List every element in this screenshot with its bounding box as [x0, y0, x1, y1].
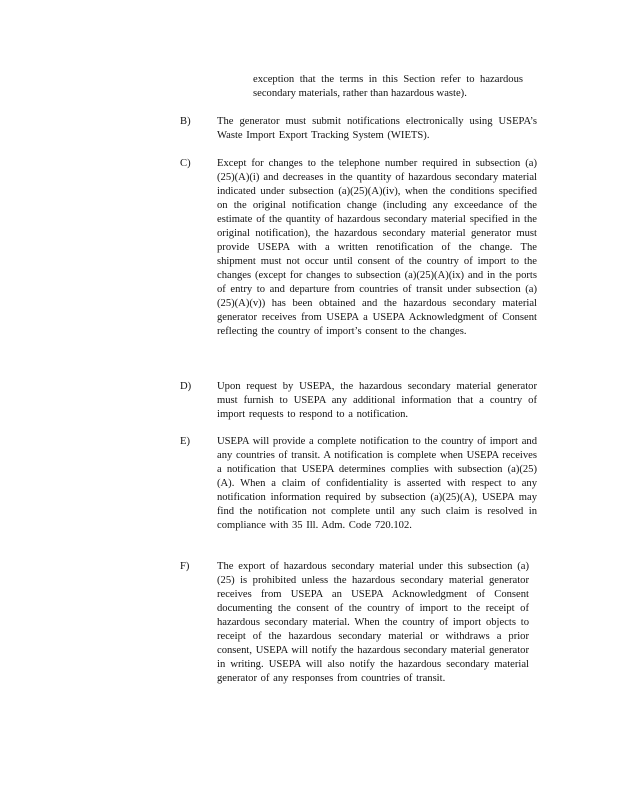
- item-text: Except for changes to the telephone number required in subsection (a)(25)(A)(i) and decreases in the quantity of hazardous secondary material indicated under subsection (a)(25)(A)(iv), when the conditions specified on the original notification change (including any exceedance of the estimate of the quantity of hazardous secondary material specified in the original notification), the hazardous secondary material generator must provide USEPA with a written renotification of the change. The shipment must not occur until consent of the country of import to the changes (except for changes to subsection (a)(25)(A)(ix) and in the ports of entry to and departure from countries of transit under subsection (a)(25)(A)(v)) has been obtained and the hazardous secondary material generator receives from USEPA a USEPA Acknowledgment of Consent reflecting the country of import’s consent to the changes.: [217, 158, 537, 337]
- item-letter: C): [180, 158, 191, 169]
- item-letter: E): [180, 436, 190, 447]
- item-letter: B): [180, 116, 191, 127]
- item-text: USEPA will provide a complete notification to the country of import and any countries of transit. A notification is complete when USEPA receives a notification that USEPA determines complies with subsection (a)(25)(A). When a claim of confidentiality is asserted with respect to any notification information required by subsection (a)(25)(A), USEPA may find the notification not complete until any such claim is resolved in compliance with 35 Ill. Adm. Code 720.102.: [217, 436, 537, 531]
- item-letter: D): [180, 381, 192, 392]
- item-text: The export of hazardous secondary material under this subsection (a)(25) is prohibited unless the hazardous secondary material generator receives from USEPA an USEPA Acknowledgment of Consent documenting the consent of the country of import to the receipt of hazardous secondary material. When the country of import objects to receipt of the hazardous secondary material or withdraws a prior consent, USEPA will notify the hazardous secondary material generator in writing. USEPA will also notify the hazardous secondary material generator of any responses from countries of transit.: [217, 561, 529, 684]
- continuation-paragraph: exception that the terms in this Section refer to hazardous secondary materials, rather than hazardous waste).: [253, 74, 523, 99]
- item-text: The generator must submit notifications electronically using USEPA’s Waste Import Export Tracking System (WIETS).: [217, 116, 537, 141]
- item-text: Upon request by USEPA, the hazardous secondary material generator must furnish to USEPA any additional information that a country of import requests to respond to a notification.: [217, 381, 537, 420]
- item-letter: F): [180, 561, 190, 572]
